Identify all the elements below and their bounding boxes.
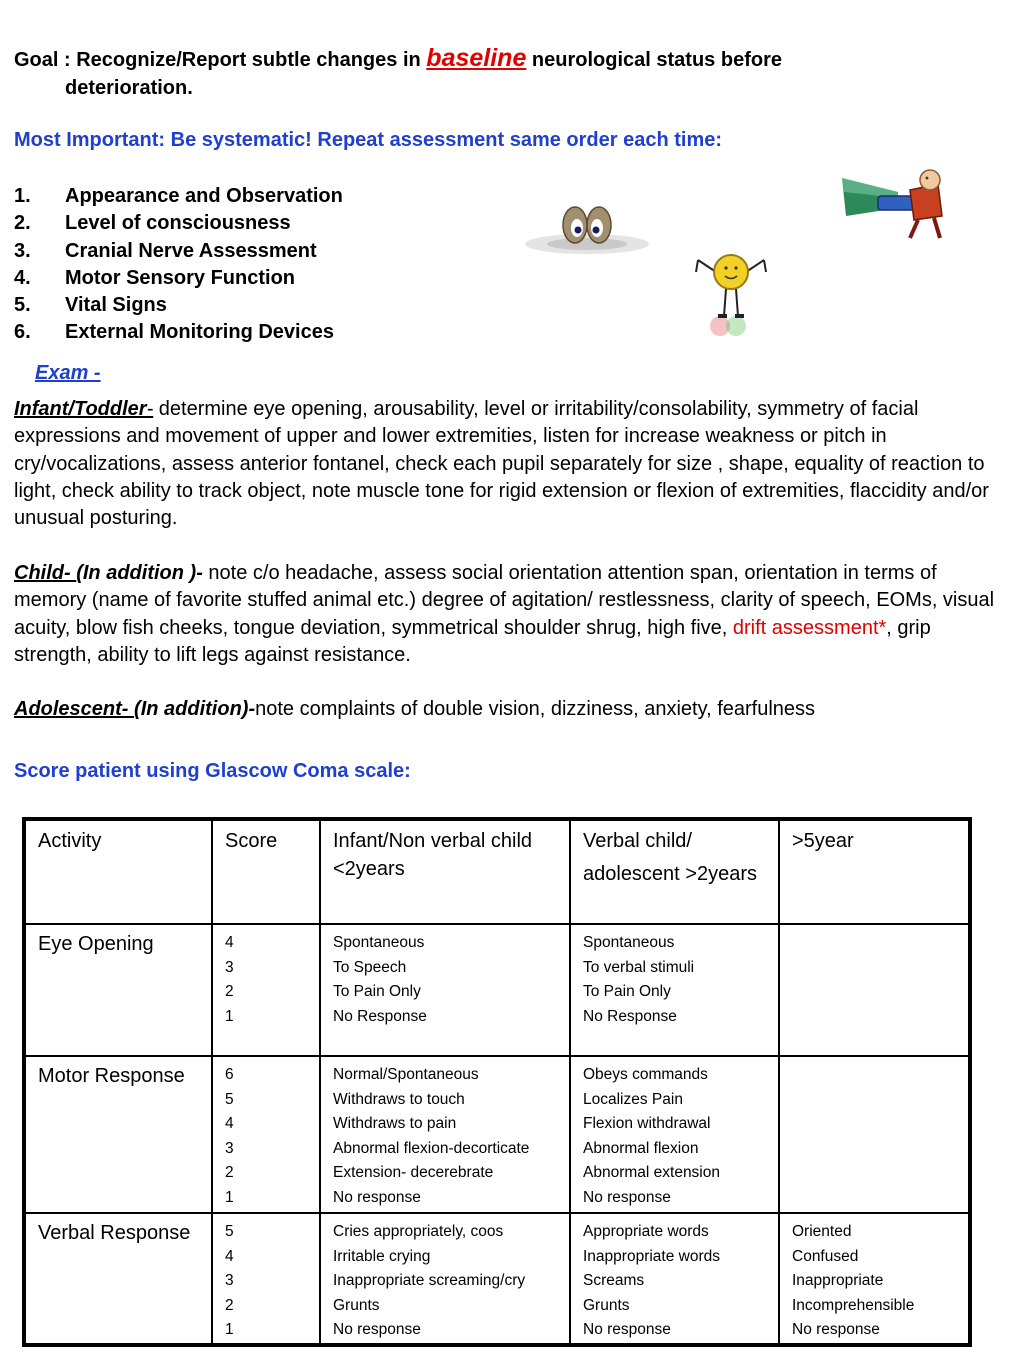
step-item [14,238,343,265]
verbal-child-response-cell [570,924,779,1056]
step-label: Vital Signs [65,294,167,317]
response-text: Spontaneous [333,934,425,951]
child-lead: Child- [14,562,77,584]
response-text: Inappropriate words [583,1247,720,1265]
score-value: 3 [225,1272,234,1290]
verbal-child-response-cell [570,1213,779,1345]
header-verbal-child-line1: Verbal child/ [583,830,692,852]
infant-lead: Infant/Toddler [14,398,147,420]
over-5-year-response-cell [779,924,970,1056]
response-text: Screams [583,1272,645,1290]
score-value: 1 [225,1007,234,1025]
score-value: 3 [225,1139,234,1157]
response-text: No Response [333,1007,427,1025]
step-item [14,210,343,237]
infant-text: determine eye opening, arousability, level or irritability/consolability, symmetry of facial expressions and movement of upper and lower extremities, listen for increase weakness or pitch in cry/vocalizations, assess anterior fontanel, check each pupil separately for size , shape, equality of reaction to light, check ability to track object, note muscle tone for rigid extension or flexion of extremities, flaccidity and/or unusual posturing. [14,398,989,530]
response-text: Confused [792,1247,859,1265]
adolescent-lead: Adolescent- [14,698,135,720]
response-text: Spontaneous [583,934,675,951]
goal-statement [14,44,1004,102]
score-value: 5 [225,1223,234,1240]
response-text: No response [583,1188,671,1206]
header-over-5-year: >5year [779,819,970,924]
infant-paragraph [14,396,1014,532]
table-row [24,1213,970,1345]
response-text: No response [792,1321,880,1339]
response-text: Cries appropriately, coos [333,1223,504,1240]
over-5-year-response-cell [779,1056,970,1213]
response-text: Inappropriate screaming/cry [333,1272,526,1290]
cartoon-flashlight-person-icon [838,168,958,240]
table-header-row [24,819,970,924]
score-value: 1 [225,1321,234,1339]
response-text: Abnormal flexion [583,1139,699,1157]
step-label: External Monitoring Devices [65,321,334,344]
header-activity: Activity [24,819,212,924]
adolescent-lead-addition: (In addition)- [134,698,256,720]
response-text: Grunts [333,1296,380,1314]
score-value: 4 [225,1115,234,1133]
infant-response-cell [320,924,570,1056]
child-text-2: , grip strength, ability to lift legs against resistance. [14,616,931,666]
response-text: Appropriate words [583,1223,709,1240]
important-note: Most Important: Be systematic! Repeat assessment same order each time: [14,129,723,151]
step-number: 5. [14,294,31,317]
response-text: Inappropriate [792,1272,884,1290]
step-number: 3. [14,239,31,262]
response-text: Localizes Pain [583,1090,683,1108]
response-text: No response [333,1188,421,1206]
adolescent-paragraph [14,696,1014,723]
response-text: Extension- decerebrate [333,1164,494,1182]
table-row [24,924,970,1056]
step-item [14,319,343,346]
child-lead-addition: (In addition )- [76,562,203,584]
score-value: 5 [225,1090,234,1108]
glasgow-coma-scale-table [22,817,972,1347]
score-value: 2 [225,1164,234,1182]
score-value: 1 [225,1188,234,1206]
response-text: Irritable crying [333,1247,431,1265]
cartoon-coin-figure-icon [690,250,770,342]
step-number: 6. [14,321,31,344]
response-text: Flexion withdrawal [583,1115,711,1133]
score-cell [212,1056,320,1213]
score-cell [212,924,320,1056]
score-instruction: Score patient using Glascow Coma scale: [14,760,411,782]
response-text: Obeys commands [583,1066,708,1083]
response-text: Withdraws to touch [333,1090,465,1108]
step-item [14,183,343,210]
activity-cell: Eye Opening [24,924,212,1056]
step-number: 1. [14,185,31,207]
goal-suffix: neurological status before [531,49,782,71]
response-text: To Speech [333,958,407,976]
score-value: 4 [225,1247,234,1265]
header-verbal-child-line2: adolescent >2years [583,863,758,885]
response-text: Grunts [583,1296,630,1314]
step-item [14,292,343,319]
goal-prefix: Goal : Recognize/Report subtle changes in [14,49,421,71]
step-label: Cranial Nerve Assessment [65,239,317,262]
response-text: Oriented [792,1223,852,1240]
response-text: Abnormal flexion-decorticate [333,1139,530,1157]
infant-response-cell [320,1213,570,1345]
score-value: 2 [225,983,234,1001]
activity-cell: Motor Response [24,1056,212,1213]
goal-highlight: baseline [426,44,527,72]
step-label: Motor Sensory Function [65,266,295,289]
response-text: To verbal stimuli [583,958,695,976]
child-text-1: note c/o headache, assess social orientation attention span, orientation in terms of memory (name of favorite stuffed animal etc.) degree of agitation/ restlessness, clarity of speech, EOMs, visual acuity, blow fish cheeks, tongue deviation, symmetrical shoulder shrug, high five, [14,562,995,639]
header-infant: Infant/Non verbal child <2years [320,819,570,924]
step-label: Level of consciousness [65,212,291,235]
response-text: No Response [583,1007,677,1025]
response-text: To Pain Only [583,983,671,1001]
child-paragraph [14,560,1014,669]
step-item [14,265,343,292]
adolescent-text: note complaints of double vision, dizziness, anxiety, fearfulness [255,698,816,720]
score-value: 3 [225,958,234,976]
score-value: 4 [225,934,234,951]
activity-cell: Verbal Response [24,1213,212,1345]
drift-assessment-link: drift assessment* [732,616,887,639]
verbal-child-response-cell [570,1056,779,1213]
step-number: 4. [14,266,31,289]
score-cell [212,1213,320,1345]
assessment-steps-list [14,183,343,347]
response-text: To Pain Only [333,983,421,1001]
infant-lead-dash: - [146,398,154,420]
score-value: 2 [225,1296,234,1314]
infant-response-cell [320,1056,570,1213]
table-row [24,1056,970,1213]
cartoon-eyes-icon [522,200,652,262]
exam-heading: Exam - [35,362,101,384]
header-score: Score [212,819,320,924]
response-text: Abnormal extension [583,1164,720,1182]
step-number: 2. [14,212,31,235]
score-value: 6 [225,1066,234,1083]
response-text: Normal/Spontaneous [333,1066,479,1083]
header-verbal-child [570,819,779,924]
goal-continuation: deterioration. [65,77,193,99]
response-text: No response [333,1321,421,1339]
response-text: Incomprehensible [792,1296,915,1314]
response-text: Withdraws to pain [333,1115,457,1133]
response-text: No response [583,1321,671,1339]
step-label: Appearance and Observation [65,185,343,207]
over-5-year-response-cell [779,1213,970,1345]
